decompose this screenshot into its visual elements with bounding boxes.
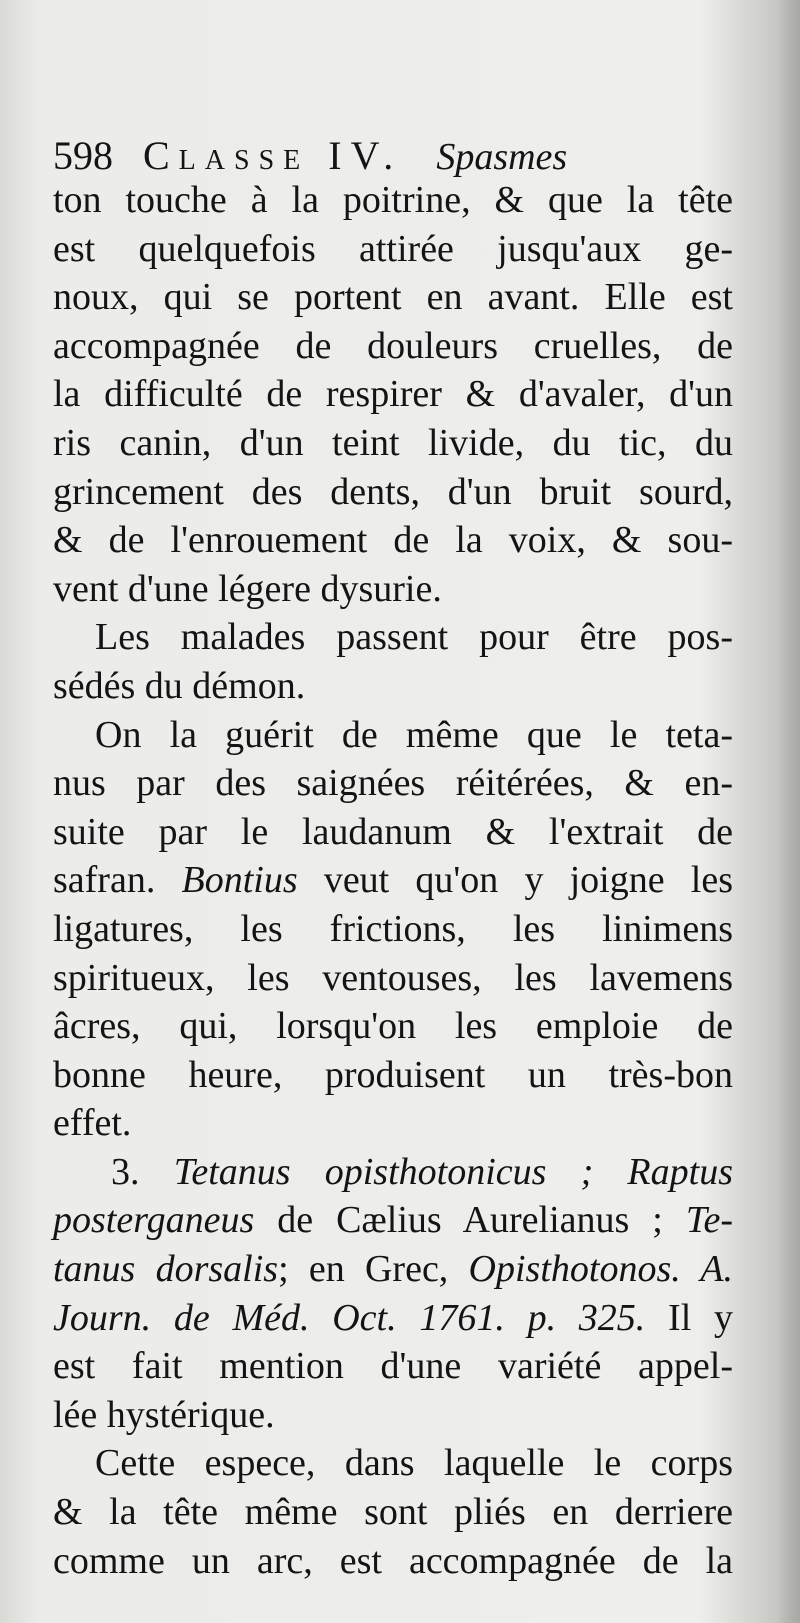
text-line: bonne heure, produisent un très-bon bbox=[53, 1053, 733, 1096]
section-number: 3. bbox=[111, 1150, 174, 1193]
text-line: effet. bbox=[53, 1102, 132, 1145]
text-line: lée hystérique. bbox=[53, 1393, 275, 1436]
text-line: ton touche à la poitrine, & que la tête bbox=[53, 179, 733, 221]
line-text: veut qu'on y joigne les bbox=[297, 859, 733, 902]
text-line: est quelquefois attirée jusqu'aux ge- bbox=[53, 227, 733, 270]
text-line: nus par des saignées réitérées, & en- bbox=[53, 762, 733, 805]
paragraph-start: Les malades passent pour être pos- bbox=[95, 616, 733, 659]
text-line: ris canin, d'un teint livide, du tic, du bbox=[53, 421, 733, 464]
text-line: âcres, qui, lorsqu'on les emploie de bbox=[53, 1005, 733, 1048]
line-text: de Cælius Aurelianus ; bbox=[254, 1199, 686, 1242]
text-line: est fait mention d'une variété appel- bbox=[53, 1345, 733, 1388]
paragraph-start: Cette espece, dans laquelle le corps bbox=[95, 1442, 733, 1485]
text-line: & la tête même sont pliés en derriere bbox=[53, 1491, 733, 1534]
line-text: safran. bbox=[53, 859, 182, 902]
text-line: spiritueux, les ventouses, les lavemens bbox=[53, 956, 733, 999]
italic-term: Opisthotonos. A. bbox=[468, 1248, 734, 1291]
italic-term: Te- bbox=[685, 1199, 733, 1242]
citation: Journ. de Méd. Oct. 1761. p. 325. bbox=[53, 1296, 646, 1339]
section-heading-line bbox=[53, 1148, 733, 1197]
running-head-classe: Classe IV. bbox=[143, 133, 403, 178]
text-line: comme un arc, est accompagnée de la bbox=[53, 1539, 733, 1582]
author-name: Bontius bbox=[181, 859, 298, 902]
text-line: sédés du démon. bbox=[53, 664, 306, 707]
text-line bbox=[53, 1196, 733, 1245]
body-text bbox=[53, 176, 733, 1585]
text-line: accompagnée de douleurs cruelles, de bbox=[53, 324, 733, 367]
paragraph-start: On la guérit de même que le teta- bbox=[95, 713, 733, 756]
text-line: la difficulté de respirer & d'avaler, d'un bbox=[53, 373, 733, 416]
page-number: 598 bbox=[53, 133, 113, 178]
line-text: Il y bbox=[645, 1296, 733, 1339]
italic-term: tanus dorsalis bbox=[53, 1248, 279, 1291]
text-line: suite par le laudanum & l'extrait de bbox=[53, 810, 733, 853]
running-head-topic: Spasmes bbox=[436, 136, 568, 178]
text-line: ligatures, les frictions, les linimens bbox=[53, 907, 733, 950]
text-line: grincement des dents, d'un bruit sourd, bbox=[53, 470, 733, 513]
line-text: ; en Grec, bbox=[278, 1248, 469, 1291]
text-line: vent d'une légere dysurie. bbox=[53, 567, 442, 610]
text-line: & de l'enrouement de la voix, & sou- bbox=[53, 519, 733, 562]
text-line: noux, qui se portent en avant. Elle est bbox=[53, 276, 733, 319]
text-line bbox=[53, 1294, 733, 1343]
species-name: Tetanus opisthotonicus ; Raptus bbox=[173, 1150, 733, 1193]
page-gutter-shadow bbox=[778, 0, 800, 1623]
text-line bbox=[53, 856, 733, 905]
italic-term: posterganeus bbox=[53, 1199, 255, 1242]
text-line bbox=[53, 1245, 733, 1294]
